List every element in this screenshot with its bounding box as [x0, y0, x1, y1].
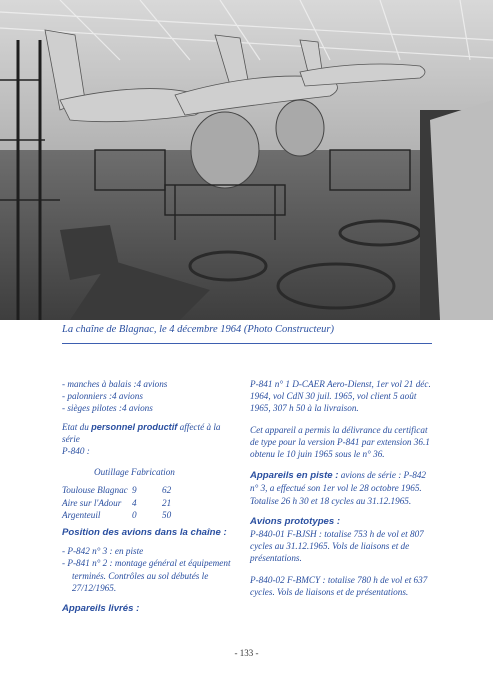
list-item: - P-842 n° 3 : en piste [62, 546, 144, 557]
personnel-bold: personnel productif [91, 421, 178, 432]
table-row: Aire sur l'Adour 4 21 [62, 497, 172, 508]
caption-divider [62, 343, 432, 344]
list-item: - manches à balais :4 avions [62, 379, 168, 389]
table-row: Argenteuil 0 50 [62, 509, 172, 520]
list-item: - P-841 n° 2 : montage général et équipement terminés. Contrôles au sol débutés le 27/12/1965. [62, 558, 231, 593]
piste-heading: Appareils en piste : [250, 470, 339, 482]
proto-paragraph-2: P-840-02 F-BMCY : totalise 780 h de vol et 637 cycles. Vols de liaisons et de présentations. [250, 574, 428, 597]
personnel-paragraph: Etat du personnel productif affecté à la série P-840 : [62, 421, 221, 457]
page-number: - 133 - [234, 648, 259, 658]
table-header: Outillage Fabrication [94, 467, 175, 478]
proto-heading: Avions prototypes : [250, 515, 341, 527]
left-column [62, 378, 238, 615]
piste-paragraph: Appareils en piste : avions de série : P-842 n° 3, a effectué son 1er vol le 28 octobre 1965. Totalise 26 h 30 et 18 cycles au 31.12.1965. [250, 470, 427, 506]
hangar-photo [0, 0, 493, 320]
proto-paragraph-1: P-840-01 F-BJSH : totalise 753 h de vol et 807 cycles au 31.12.1965. Vols de liaisons et de présentations. [250, 529, 424, 564]
list-item: - palonniers :4 avions [62, 391, 143, 402]
delivery-paragraph: P-841 n° 1 D-CAER Aero-Dienst, 1er vol 21 déc. 1964, vol CdN 30 juil. 1965, vol client 5 août 1965, 307 h 50 à la livraison. [250, 379, 431, 414]
livres-heading: Appareils livrés : [62, 603, 140, 615]
table-row: Toulouse Blagnac 9 62 [62, 485, 172, 496]
position-heading: Position des avions dans la chaîne : [62, 527, 227, 539]
photo-caption: La chaîne de Blagnac, le 4 décembre 1964 (Photo Constructeur) [62, 324, 334, 335]
bullet-list-equipment [62, 378, 238, 415]
certificate-paragraph: Cet appareil a permis la délivrance du certificat de type pour la version P-841 par extension 36.1 obtenu le 10 juin 1965 sous le n° 36. [250, 424, 430, 460]
personnel-table [62, 484, 171, 521]
list-item: - sièges pilotes :4 avions [62, 403, 153, 414]
right-column [250, 378, 436, 598]
